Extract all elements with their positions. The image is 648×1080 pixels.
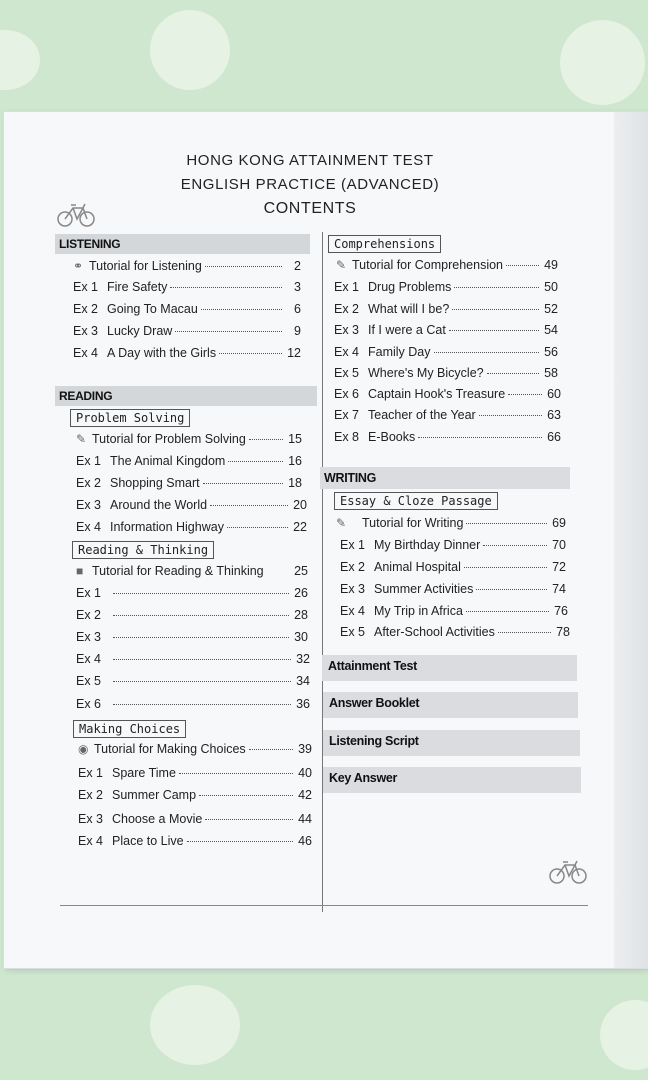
comprehension-tutorial: ✎ Tutorial for Comprehension 49 — [336, 258, 558, 272]
toc-item: Ex 3 If I were a Cat 54 — [334, 323, 558, 337]
cloth-dot — [150, 10, 230, 90]
column-divider — [322, 232, 323, 912]
writing-heading: WRITING — [320, 467, 570, 489]
camera-icon: ◉ — [78, 742, 89, 756]
bicycle-icon — [56, 200, 96, 228]
toc-item: Ex 5 After-School Activities 78 — [340, 625, 570, 639]
listening-heading: LISTENING — [55, 234, 310, 254]
cloth-dot — [560, 20, 645, 105]
toc-item: Ex 5 34 — [76, 674, 310, 688]
listening-tutorial: ⚭ Tutorial for Listening 2 — [73, 259, 301, 273]
toc-item: Ex 4 A Day with the Girls 12 — [73, 346, 301, 360]
book-subtitle: ENGLISH PRACTICE (ADVANCED) — [180, 176, 440, 193]
reading-heading: READING — [55, 386, 317, 406]
toc-item: Ex 4 My Trip in Africa 76 — [340, 604, 568, 618]
toc-item: Ex 4 Family Day 56 — [334, 345, 558, 359]
writing-tutorial: ✎ Tutorial for Writing 69 — [336, 516, 566, 530]
reading-thinking-tutorial: ■ Tutorial for Reading & Thinking 25 — [76, 564, 308, 578]
page-edge-shadow — [614, 112, 648, 968]
toc-item: Ex 1 Fire Safety 3 — [73, 280, 301, 294]
toc-item: Ex 1 26 — [76, 586, 308, 600]
toc-item: Ex 2 28 — [76, 608, 308, 622]
cloth-dot — [150, 985, 240, 1065]
toc-item: Ex 2 What will I be? 52 — [334, 302, 558, 316]
toc-item: Ex 5 Where's My Bicycle? 58 — [334, 366, 558, 380]
toc-item: Ex 6 36 — [76, 697, 310, 711]
answer-booklet-heading: Answer Booklet — [323, 692, 578, 718]
comprehensions-box: Comprehensions — [328, 235, 441, 253]
attainment-test-heading: Attainment Test — [322, 655, 577, 681]
toc-item: Ex 3 Lucky Draw 9 — [73, 324, 301, 338]
reading-thinking-box: Reading & Thinking — [72, 541, 214, 559]
toc-item: Ex 4 Place to Live 46 — [78, 834, 312, 848]
essay-cloze-box: Essay & Cloze Passage — [334, 492, 498, 510]
toc-item: Ex 1 Spare Time 40 — [78, 766, 312, 780]
toc-item: Ex 3 Choose a Movie 44 — [78, 812, 312, 826]
cloth-dot — [0, 30, 40, 90]
toc-item: Ex 8 E-Books 66 — [334, 430, 561, 444]
making-choices-box: Making Choices — [73, 720, 186, 738]
toc-item: Ex 3 Summer Activities 74 — [340, 582, 566, 596]
contents-title: CONTENTS — [263, 200, 357, 217]
book-title: HONG KONG ATTAINMENT TEST — [186, 152, 434, 169]
toc-item: Ex 2 Summer Camp 42 — [78, 788, 312, 802]
key-answer-heading: Key Answer — [323, 767, 581, 793]
toc-item: Ex 4 Information Highway 22 — [76, 520, 307, 534]
toc-item: Ex 2 Animal Hospital 72 — [340, 560, 566, 574]
toc-item: Ex 6 Captain Hook's Treasure 60 — [334, 387, 561, 401]
toc-item: Ex 3 30 — [76, 630, 308, 644]
bottom-rule — [60, 905, 588, 906]
pencil-icon: ✎ — [76, 432, 87, 446]
pencil-icon: ✎ — [336, 516, 347, 530]
toc-item: Ex 3 Around the World 20 — [76, 498, 307, 512]
books-icon: ■ — [76, 564, 84, 578]
making-choices-tutorial: ◉ Tutorial for Making Choices 39 — [78, 742, 312, 756]
toc-item: Ex 1 My Birthday Dinner 70 — [340, 538, 566, 552]
toc-item: Ex 2 Going To Macau 6 — [73, 302, 301, 316]
toc-item: Ex 4 32 — [76, 652, 310, 666]
toc-item: Ex 1 Drug Problems 50 — [334, 280, 558, 294]
problem-solving-tutorial: ✎ Tutorial for Problem Solving 15 — [76, 432, 302, 446]
cloth-dot — [600, 1000, 648, 1070]
headphones-icon: ⚭ — [73, 259, 84, 273]
toc-item: Ex 2 Shopping Smart 18 — [76, 476, 302, 490]
listening-script-heading: Listening Script — [323, 730, 580, 756]
toc-item: Ex 1 The Animal Kingdom 16 — [76, 454, 302, 468]
toc-item: Ex 7 Teacher of the Year 63 — [334, 408, 561, 422]
pencil-icon: ✎ — [336, 258, 347, 272]
bicycle-icon — [548, 857, 588, 885]
problem-solving-box: Problem Solving — [70, 409, 190, 427]
